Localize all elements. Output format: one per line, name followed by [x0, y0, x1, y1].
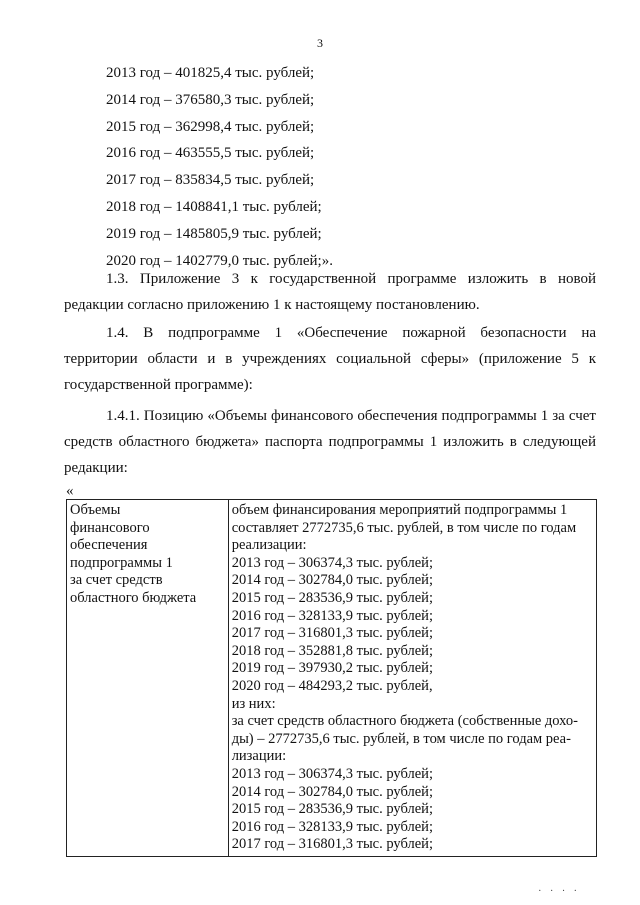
year-line: 2015 год – 362998,4 тыс. рублей;: [106, 118, 315, 135]
year-line: 2016 год – 463555,5 тыс. рублей;: [106, 145, 315, 162]
value-line: 2020 год – 484293,2 тыс. рублей,: [231, 677, 433, 694]
value-line: составляет 2772735,6 тыс. рублей, в том числе по годам: [231, 519, 577, 536]
paragraph-text: 1.4.1. Позицию «Объемы финансового обеспечения подпрограммы 1 за счет средств областного бюджета» паспорта подпрограммы 1 изложить в следующей редакции:: [64, 408, 596, 476]
value-line: 2017 год – 316801,3 тыс. рублей;: [231, 836, 433, 853]
label-line: обеспечения: [70, 537, 148, 554]
value-line: за счет средств областного бюджета (собственные дохо-: [231, 713, 578, 730]
paragraph-text: 1.3. Приложение 3 к государственной программе изложить в новой редакции согласно приложению 1 к настоящему постановлению.: [64, 271, 596, 313]
label-line: Объемы: [70, 502, 121, 518]
table-cell-value: [228, 500, 596, 857]
value-line: 2014 год – 302784,0 тыс. рублей;: [231, 572, 433, 589]
table-cell-label: [67, 500, 229, 857]
value-line: 2016 год – 328133,9 тыс. рублей;: [231, 818, 433, 835]
value-line: объем финансирования мероприятий подпрограммы 1: [231, 502, 568, 518]
value-line: ды) – 2772735,6 тыс. рублей, в том числе по годам реа-: [231, 730, 571, 747]
passport-table: [66, 499, 597, 857]
value-line: 2015 год – 283536,9 тыс. рублей;: [231, 801, 433, 818]
value-line: из них:: [231, 695, 276, 712]
label-line: областного бюджета: [70, 589, 197, 606]
value-line: 2013 год – 306374,3 тыс. рублей;: [231, 765, 433, 782]
value-line: 2014 год – 302784,0 тыс. рублей;: [231, 783, 433, 800]
year-line: 2013 год – 401825,4 тыс. рублей;: [106, 65, 315, 81]
funding-year-lines: [106, 60, 333, 274]
label-line: финансового: [70, 519, 150, 536]
paragraph-1-4: [64, 320, 596, 398]
paragraph-1-3: [64, 266, 596, 318]
paragraph-1-4-1: [64, 403, 596, 481]
year-line: 2019 год – 1485805,9 тыс. рублей;: [106, 225, 322, 242]
opening-quote: «: [66, 483, 74, 499]
year-line: 2020 год – 1402779,0 тыс. рублей;».: [106, 252, 333, 269]
value-line: лизации:: [231, 748, 287, 765]
value-line: реализации:: [231, 537, 307, 554]
value-line: 2019 год – 397930,2 тыс. рублей;: [231, 660, 433, 677]
corner-mark: · · · ·: [538, 886, 580, 897]
label-line: за счет средств: [70, 572, 163, 589]
paragraph-text: 1.4. В подпрограмме 1 «Обеспечение пожарной безопасности на территории области и в учреждениях социальной сферы» (приложение 5 к государственной программе):: [64, 325, 596, 393]
table-row: [67, 500, 597, 857]
label-line: подпрограммы 1: [70, 554, 173, 571]
value-line: 2016 год – 328133,9 тыс. рублей;: [231, 607, 433, 624]
value-line: 2018 год – 352881,8 тыс. рублей;: [231, 642, 433, 659]
year-line: 2017 год – 835834,5 тыс. рублей;: [106, 172, 315, 189]
year-line: 2018 год – 1408841,1 тыс. рублей;: [106, 198, 322, 215]
page-number: 3: [317, 36, 323, 50]
value-line: 2017 год – 316801,3 тыс. рублей;: [231, 625, 433, 642]
value-line: 2015 год – 283536,9 тыс. рублей;: [231, 589, 433, 606]
value-line: 2013 год – 306374,3 тыс. рублей;: [231, 554, 433, 571]
year-line: 2014 год – 376580,3 тыс. рублей;: [106, 91, 315, 108]
